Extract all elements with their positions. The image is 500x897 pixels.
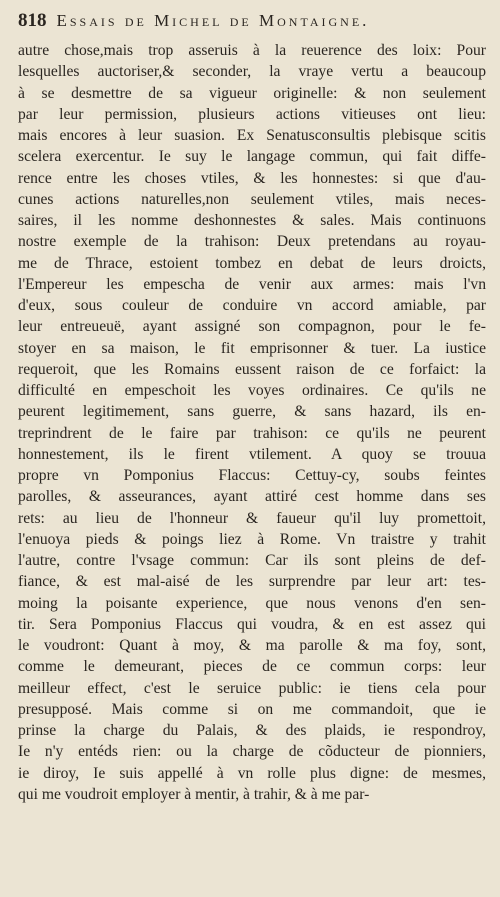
text-line: Ie n'y entéds rien: ou la charge de cõducteur de pionniers, — [18, 743, 486, 761]
text-line: ie diroy, Ie suis appellé à vn rolle plus digne: de mesmes, — [18, 764, 486, 782]
text-line: d'eux, sous couleur de conduire vn accord amiable, par — [18, 297, 486, 314]
text-line: rence entre les choses vtiles, & les honnestes: si que d'au- — [18, 169, 486, 187]
page-number: 818 — [18, 10, 47, 31]
text-line: leur entreueuë, ayant assigné son compagnon, pour le fe- — [18, 318, 486, 336]
text-line: tir. Sera Pomponius Flaccus qui voudra, & en est assez qui — [18, 615, 486, 633]
text-line: autre chose,mais trop asseruis à la reuerence des loix: Pour — [18, 42, 486, 59]
text-line: meilleur effect, c'est le seruice public: ie tiens cela pour — [18, 679, 486, 697]
text-line: stoyer en sa maison, le fit emprisonner & tuer. La iustice — [18, 339, 486, 357]
text-line: comme le demeurant, pieces de ce commun corps: leur — [18, 658, 486, 676]
text-line: treprindrent de le faire par trahison: ce qu'ils ne peurent — [18, 424, 486, 442]
text-line: prinse la charge du Palais, & des plaids, ie respondroy, — [18, 722, 486, 739]
text-line: lesquelles auctoriser,& seconder, la vraye vertu a beaucoup — [18, 63, 486, 81]
text-line: peurent legitimement, sans guerre, & sans hazard, ils en- — [18, 403, 486, 421]
text-line: requeroit, que les Romains eussent raison de ce forfaict: la — [18, 360, 486, 378]
text-line: mais encores à leur suasion. Ex Senatusconsultis plebisque scitis — [18, 127, 486, 144]
text-line: l'autre, contre l'vsage commun: Car ils sont pleins de def- — [18, 552, 486, 569]
body-text — [18, 40, 486, 805]
text-line: saires, il les nomme deshonnestes & sales. Mais continuons — [18, 212, 486, 229]
text-line: me de Thrace, estoient tombez en debat de leurs droicts, — [18, 254, 486, 272]
text-line: le voudront: Quant à moy, & ma parolle & ma foy, sont, — [18, 637, 486, 654]
text-line: presupposé. Mais comme si on me commandoit, que ie — [18, 700, 486, 718]
text-line: qui me voudroit employer à mentir, à trahir, & à me par- — [18, 785, 370, 803]
text-line: l'enuoya pieds & poings liez à Rome. Vn traistre y trahit — [18, 530, 486, 548]
text-line: difficulté en empeschoit les voyes ordinaires. Ce qu'ils ne — [18, 382, 486, 399]
text-line: par leur permission, plusieurs actions vitieuses ont lieu: — [18, 105, 486, 123]
text-line: scelera exercentur. Ie suy le langage commun, qui fait diffe- — [18, 148, 486, 166]
text-line: à se desmettre de sa vigueur originelle: & non seulement — [18, 84, 486, 102]
page-header — [18, 10, 488, 36]
text-line: l'Empereur les empescha de venir aux armes: mais l'vn — [18, 275, 486, 293]
text-line: cunes actions naturelles,non seulement vtiles, mais neces- — [18, 190, 486, 208]
text-line: rets: au lieu de l'honneur & faueur qu'il luy promettoit, — [18, 509, 486, 527]
text-line: fiance, & est mal-aisé de les surprendre par leur art: tes- — [18, 573, 486, 591]
text-line: honnestement, ils le firent vtilement. A quoy se trouua — [18, 445, 486, 463]
text-line: propre vn Pomponius Flaccus: Cettuy-cy, soubs feintes — [18, 467, 486, 484]
text-line: moing la poisante experience, que nous venons d'en sen- — [18, 594, 486, 612]
running-title: Essais de Michel de Montaigne. — [56, 11, 370, 30]
text-line: parolles, & asseurances, ayant attiré cest homme dans ses — [18, 488, 486, 506]
text-line: nostre exemple de la trahison: Deux pretendans au royau- — [18, 233, 486, 251]
